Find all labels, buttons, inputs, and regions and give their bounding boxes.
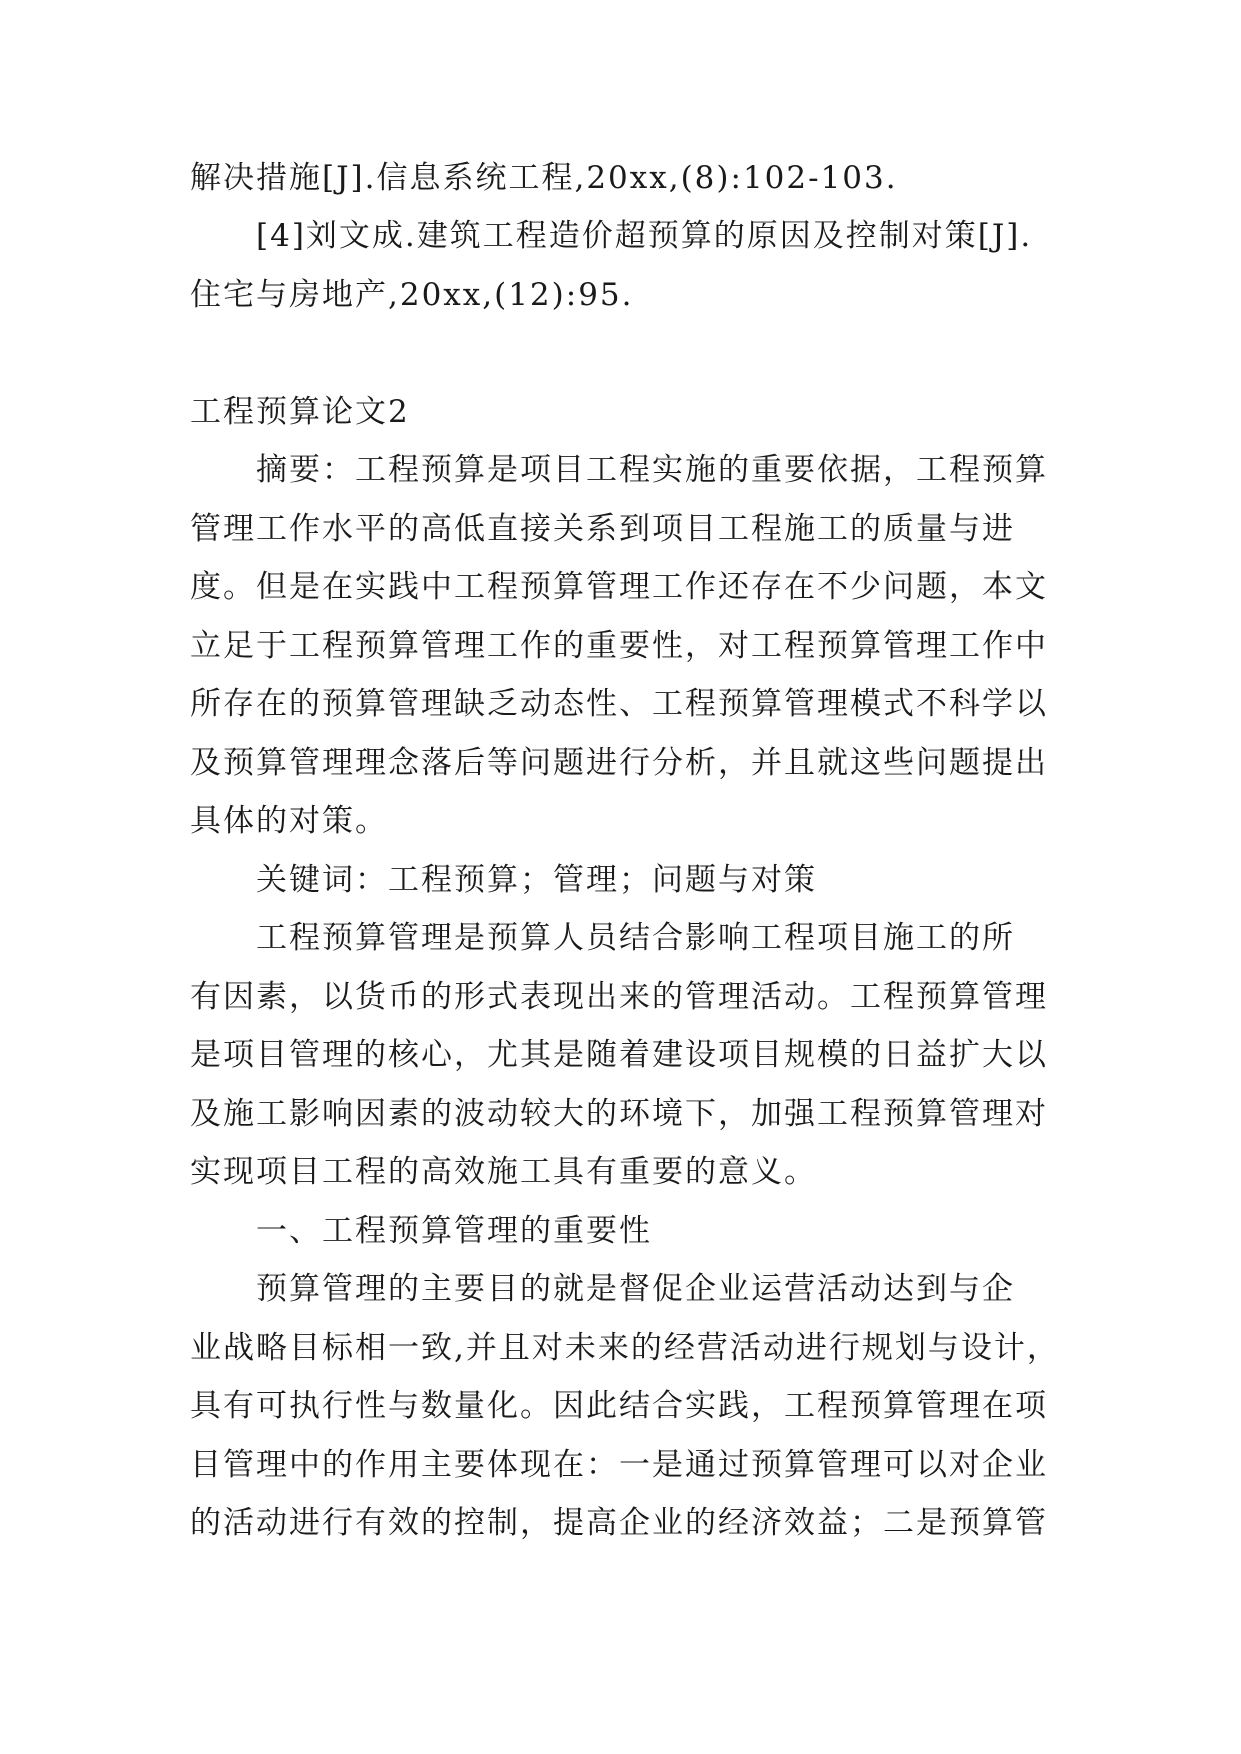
reference-item-4-continuation: 住宅与房地产,20xx,(12):95. [190,277,634,313]
reference-item-4: [4]刘文成.建筑工程造价超预算的原因及控制对策[J]. [256,218,1033,254]
body-paragraph-line: 有因素，以货币的形式表现出来的管理活动。工程预算管理 [190,979,1048,1015]
body-paragraph-line: 具有可执行性与数量化。因此结合实践，工程预算管理在项 [190,1388,1048,1424]
keywords-line: 关键词：工程预算；管理；问题与对策 [256,862,817,898]
abstract-line: 度。但是在实践中工程预算管理工作还存在不少问题，本文 [190,569,1048,605]
body-paragraph-line: 业战略目标相一致,并且对未来的经营活动进行规划与设计， [190,1330,1060,1366]
body-paragraph-line: 的活动进行有效的控制，提高企业的经济效益；二是预算管 [190,1505,1048,1541]
body-paragraph-line: 目管理中的作用主要体现在：一是通过预算管理可以对企业 [190,1447,1048,1483]
abstract-line: 所存在的预算管理缺乏动态性、工程预算管理模式不科学以 [190,686,1048,722]
abstract-line: 及预算管理理念落后等问题进行分析，并且就这些问题提出 [190,745,1048,781]
body-paragraph-line: 预算管理的主要目的就是督促企业运营活动达到与企 [256,1271,1015,1307]
body-paragraph-line: 实现项目工程的高效施工具有重要的意义。 [190,1154,817,1190]
abstract-line: 管理工作水平的高低直接关系到项目工程施工的质量与进 [190,511,1015,547]
abstract-line: 具体的对策。 [190,803,388,839]
section-title: 工程预算论文2 [190,394,410,430]
reference-continuation-line: 解决措施[J].信息系统工程,20xx,(8):102-103. [190,160,898,196]
body-paragraph-line: 是项目管理的核心，尤其是随着建设项目规模的日益扩大以 [190,1037,1048,1073]
abstract-line: 摘要：工程预算是项目工程实施的重要依据，工程预算 [256,452,1048,488]
abstract-line: 立足于工程预算管理工作的重要性，对工程预算管理工作中 [190,628,1048,664]
body-paragraph-line: 工程预算管理是预算人员结合影响工程项目施工的所 [256,920,1015,956]
body-paragraph-line: 及施工影响因素的波动较大的环境下，加强工程预算管理对 [190,1096,1048,1132]
subsection-heading: 一、工程预算管理的重要性 [256,1213,652,1249]
